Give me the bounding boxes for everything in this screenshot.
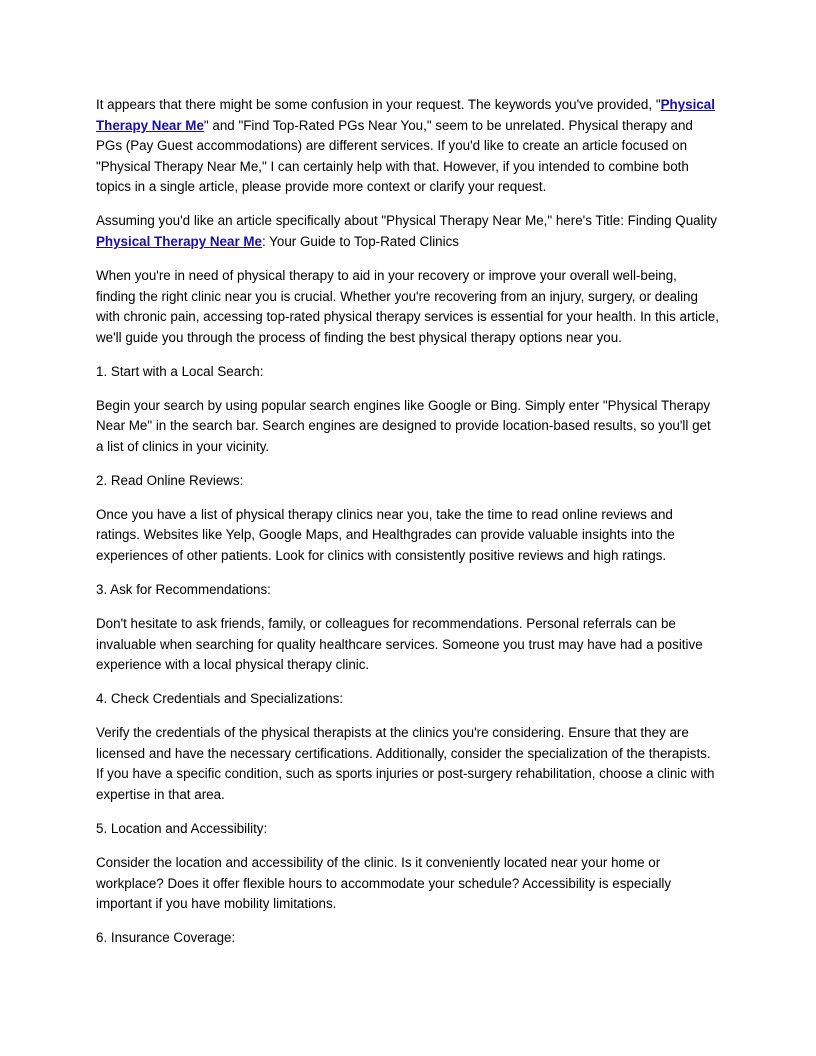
document-body (96, 95, 720, 962)
physical-therapy-link[interactable]: Physical Therapy Near Me (96, 97, 715, 133)
section-heading-online-reviews: 2. Read Online Reviews: (96, 472, 244, 488)
title-text-after: : Your Guide to Top-Rated Clinics (261, 233, 459, 249)
section-heading-local-search: 1. Start with a Local Search: (96, 363, 264, 379)
intro-paragraph (96, 95, 720, 198)
section-heading-recommendations: 3. Ask for Recommendations: (96, 582, 271, 598)
overview-paragraph: When you're in need of physical therapy to aid in your recovery or improve your overall well-being, finding the right clinic near you is crucial. Whether you're recovering from an injury, surgery, or dealing with chronic pain, accessing top-rated physical therapy services is essential for your health. In this article, we'll guide you through the process of finding the best physical therapy options near you. (96, 267, 719, 345)
title-text-before: Assuming you'd like an article specifically about "Physical Therapy Near Me," here's Title: Finding Quality (96, 213, 717, 229)
section-heading-credentials: 4. Check Credentials and Specializations: (96, 691, 344, 707)
intro-text-after: " and "Find Top-Rated PGs Near You," seem to be unrelated. Physical therapy and PGs (Pay Guest accommodations) are different services. If you'd like to create an article focused on "Physical Therapy Near Me," I can certainly help with that. However, if you intended to combine both topics in a single article, please provide more context or clarify your request. (96, 117, 693, 195)
title-paragraph (96, 211, 720, 252)
section-heading-insurance: 6. Insurance Coverage: (96, 930, 236, 946)
credentials-paragraph: Verify the credentials of the physical therapists at the clinics you're considering. Ensure that they are licensed and have the necessary certifications. Additionally, consider the specialization of the therapists. If you have a specific condition, such as sports injuries or post-surgery rehabilitation, choose a clinic with expertise in that area. (96, 725, 715, 802)
physical-therapy-title-link[interactable]: Physical Therapy Near Me (96, 233, 262, 249)
recommendations-paragraph: Don't hesitate to ask friends, family, or colleagues for recommendations. Personal referrals can be invaluable when searching for quality healthcare services. Someone you trust may have had a positive experience with a local physical therapy clinic. (96, 616, 703, 673)
local-search-paragraph: Begin your search by using popular search engines like Google or Bing. Simply enter "Physical Therapy Near Me" in the search bar. Search engines are designed to provide location-based results, so you'll get a list of clinics in your vicinity. (96, 397, 711, 454)
section-heading-location: 5. Location and Accessibility: (96, 820, 268, 836)
intro-text-before: It appears that there might be some confusion in your request. The keywords you've provided, " (96, 97, 661, 112)
online-reviews-paragraph: Once you have a list of physical therapy clinics near you, take the time to read online reviews and ratings. Websites like Yelp, Google Maps, and Healthgrades can provide valuable insights into the experiences of other patients. Look for clinics with consistently positive reviews and high ratings. (96, 506, 675, 564)
location-paragraph: Consider the location and accessibility of the clinic. Is it conveniently located near your home or workplace? Does it offer flexible hours to accommodate your schedule? Accessibility is especially important if you have mobility limitations. (96, 854, 672, 912)
